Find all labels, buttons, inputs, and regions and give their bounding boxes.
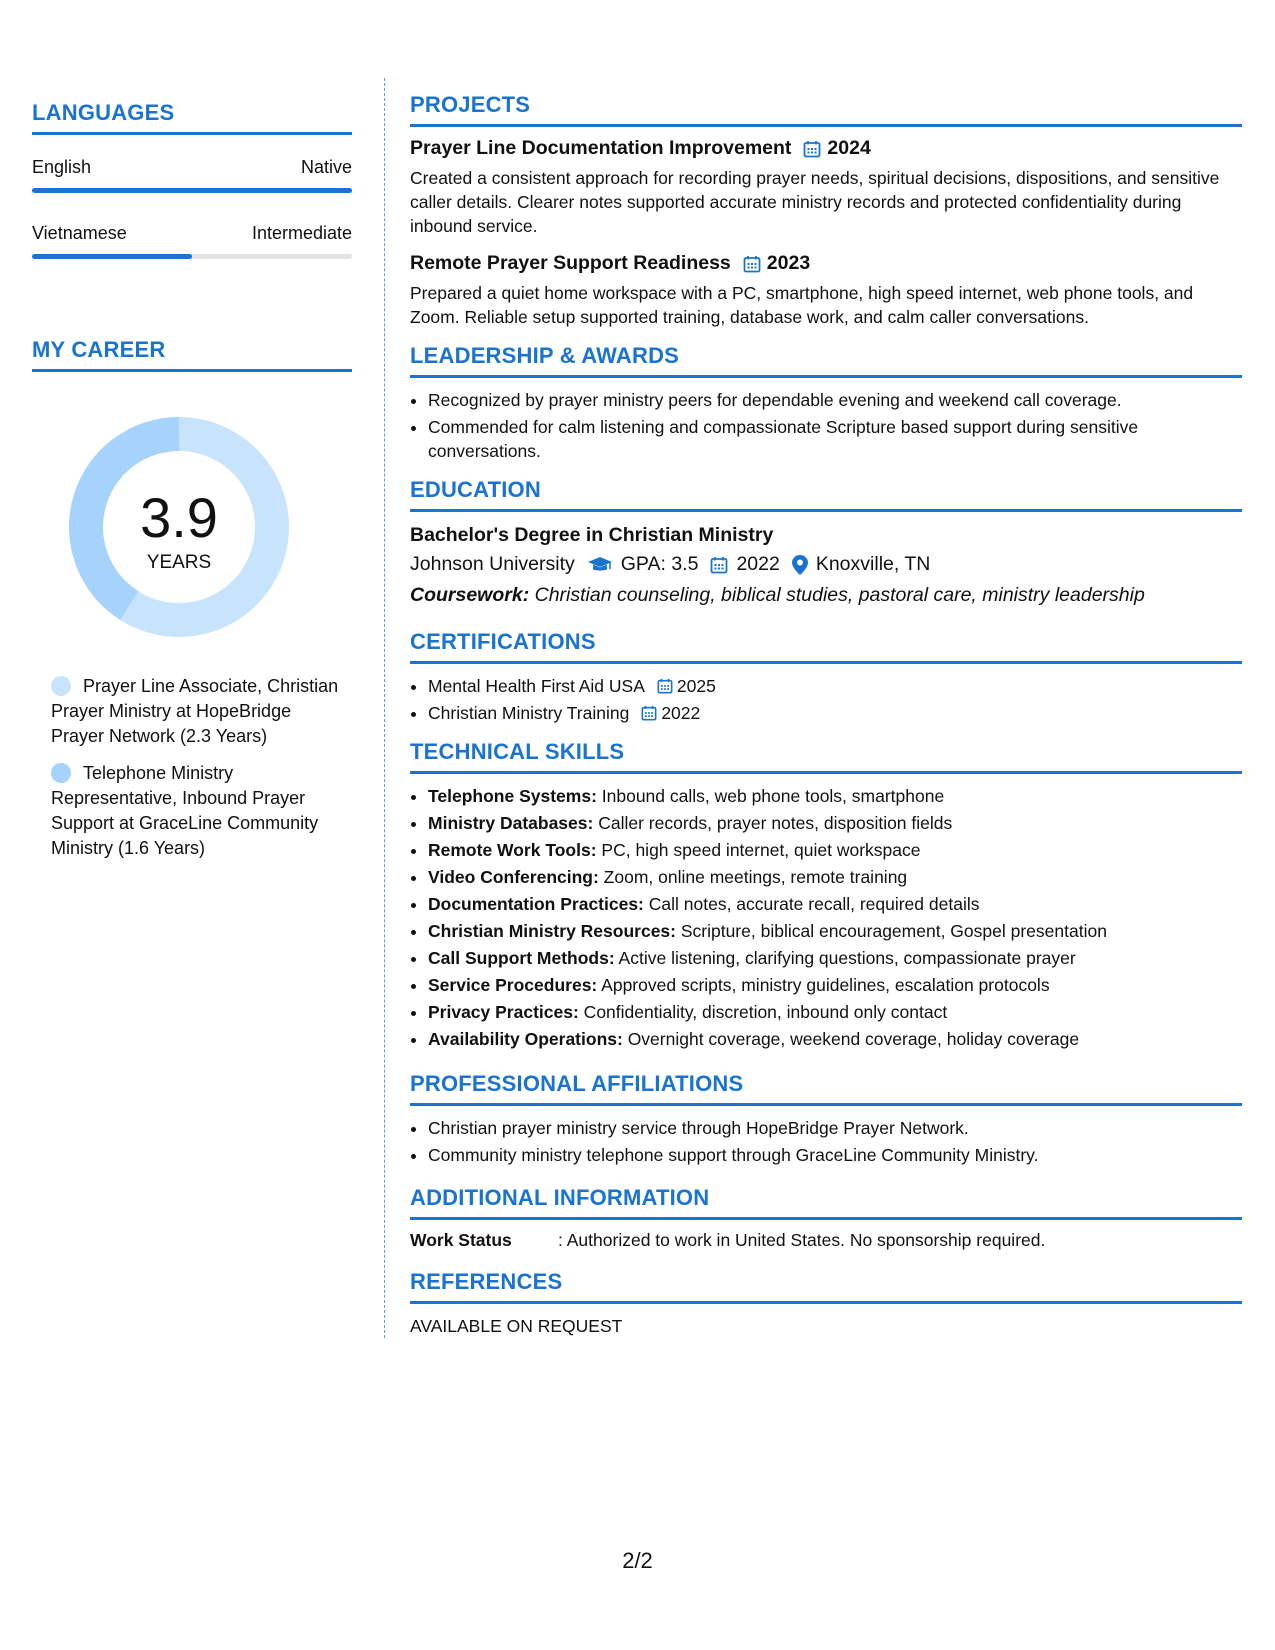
list-item xyxy=(428,838,1242,862)
references-text: AVAILABLE ON REQUEST xyxy=(410,1316,623,1336)
project-description: Created a consistent approach for recording prayer needs, spiritual decisions, dispositions, and sensitive caller details. Clearer notes supported accurate ministry records and protected confidentiality during inbound service. xyxy=(410,168,1220,236)
list-item xyxy=(428,1027,1242,1051)
language-item xyxy=(32,157,352,193)
education-gpa: GPA: 3.5 xyxy=(620,553,699,575)
skill-value: Scripture, biblical encouragement, Gospel presentation xyxy=(675,921,1107,941)
language-bar-fill xyxy=(32,188,352,193)
skill-value: Approved scripts, ministry guidelines, escalation protocols xyxy=(597,975,1050,995)
education-degree: Bachelor's Degree in Christian Ministry xyxy=(410,524,774,546)
education-year: 2022 xyxy=(736,553,780,575)
list-item xyxy=(428,919,1242,943)
career-total: 3.9 xyxy=(140,486,218,549)
calendar-icon xyxy=(803,140,821,158)
leadership-title: LEADERSHIP & AWARDS xyxy=(410,343,1242,378)
project-item xyxy=(410,252,1242,329)
list-item: • Commended for calm listening and compassionate Scripture based support during sensitive conversations. xyxy=(428,415,1242,463)
additional-section xyxy=(410,1185,1242,1251)
language-name: English xyxy=(32,157,92,177)
leadership-section xyxy=(410,343,1242,463)
language-bar xyxy=(32,254,352,259)
skill-value: Overnight coverage, weekend coverage, holiday coverage xyxy=(622,1029,1080,1049)
additional-row xyxy=(410,1230,1242,1251)
skill-key: Video Conferencing: xyxy=(428,867,599,887)
calendar-icon xyxy=(641,705,657,721)
list-item: • Community ministry telephone support through GraceLine Community Ministry. xyxy=(428,1143,1242,1167)
education-section xyxy=(410,477,1242,607)
skills-list xyxy=(410,784,1242,1051)
education-title: EDUCATION xyxy=(410,477,1242,512)
skill-value: Active listening, clarifying questions, compassionate prayer xyxy=(614,948,1076,968)
page-number: 2/2 xyxy=(622,1548,653,1573)
certification-year: 2025 xyxy=(676,676,716,696)
skill-key: Service Procedures: xyxy=(428,975,598,995)
skills-title: TECHNICAL SKILLS xyxy=(410,739,1242,774)
language-level: Native xyxy=(300,157,352,177)
education-coursework xyxy=(410,584,1242,607)
calendar-icon xyxy=(743,255,761,273)
language-item xyxy=(32,223,352,259)
list-item xyxy=(428,811,1242,835)
column-divider xyxy=(384,78,385,1338)
coursework-label: Coursework: xyxy=(410,584,530,606)
skill-value: Caller records, prayer notes, disposition fields xyxy=(593,813,953,833)
location-pin-icon xyxy=(792,555,808,575)
list-item xyxy=(428,784,1242,808)
projects-section xyxy=(410,92,1242,329)
skill-key: Christian Ministry Resources: xyxy=(428,921,676,941)
additional-title: ADDITIONAL INFORMATION xyxy=(410,1185,1242,1220)
career-title: MY CAREER xyxy=(32,337,352,372)
skill-key: Ministry Databases: xyxy=(428,813,594,833)
affiliations-list xyxy=(410,1116,1242,1167)
career-legend-item xyxy=(51,761,341,861)
certification-name: • Mental Health First Aid USA xyxy=(428,676,645,696)
education-school: Johnson University xyxy=(410,553,575,575)
project-name: Prayer Line Documentation Improvement xyxy=(410,137,792,159)
coursework-text: Christian counseling, biblical studies, pastoral care, ministry leadership xyxy=(529,584,1145,606)
list-item xyxy=(428,865,1242,889)
career-legend xyxy=(51,674,341,861)
projects-title: PROJECTS xyxy=(410,92,1242,127)
language-bar xyxy=(32,188,352,193)
project-year: 2024 xyxy=(827,137,871,159)
skill-key: Availability Operations: xyxy=(428,1029,623,1049)
legend-dot xyxy=(51,763,71,783)
additional-key: Work Status xyxy=(410,1230,512,1250)
left-column xyxy=(32,100,352,873)
languages-title: LANGUAGES xyxy=(32,100,352,135)
calendar-icon xyxy=(657,678,673,694)
graduation-cap-icon xyxy=(587,556,613,574)
certifications-section xyxy=(410,629,1242,725)
skill-value: Inbound calls, web phone tools, smartphone xyxy=(596,786,945,806)
skill-key: Documentation Practices: xyxy=(428,894,644,914)
affiliations-section xyxy=(410,1071,1242,1167)
project-description: Prepared a quiet home workspace with a PC, smartphone, high speed internet, web phone tools, and Zoom. Reliable setup supported training, database work, and calm caller conversations. xyxy=(410,283,1194,327)
calendar-icon xyxy=(710,556,728,574)
list-item xyxy=(428,674,1242,698)
leadership-list xyxy=(410,388,1242,463)
project-name: Remote Prayer Support Readiness xyxy=(410,252,731,274)
list-item: • Recognized by prayer ministry peers for dependable evening and weekend call coverage. xyxy=(428,388,1242,412)
career-role-label: Telephone Ministry Representative, Inbound Prayer Support at GraceLine Community Ministry (1.6 Years) xyxy=(51,763,319,858)
skill-key: Telephone Systems: xyxy=(428,786,597,806)
skill-key: Remote Work Tools: xyxy=(428,840,597,860)
legend-dot xyxy=(51,676,71,696)
skill-value: Call notes, accurate recall, required details xyxy=(643,894,980,914)
skill-value: Zoom, online meetings, remote training xyxy=(598,867,908,887)
skill-value: Confidentiality, discretion, inbound only contact xyxy=(578,1002,948,1022)
certifications-title: CERTIFICATIONS xyxy=(410,629,1242,664)
career-donut-chart xyxy=(66,414,292,640)
language-bar-fill xyxy=(32,254,192,259)
additional-value: : Authorized to work in United States. No sponsorship required. xyxy=(558,1230,1046,1250)
affiliations-title: PROFESSIONAL AFFILIATIONS xyxy=(410,1071,1242,1106)
certification-year: 2022 xyxy=(661,703,701,723)
career-unit: YEARS xyxy=(146,552,212,573)
education-location: Knoxville, TN xyxy=(815,553,931,575)
references-section xyxy=(410,1269,1242,1337)
language-name: Vietnamese xyxy=(32,223,127,243)
references-title: REFERENCES xyxy=(410,1269,1242,1304)
list-item: • Christian prayer ministry service through HopeBridge Prayer Network. xyxy=(428,1116,1242,1140)
skill-value: PC, high speed internet, quiet workspace xyxy=(596,840,921,860)
career-legend-item xyxy=(51,674,341,749)
certifications-list xyxy=(410,674,1242,725)
list-item xyxy=(428,973,1242,997)
language-level: Intermediate xyxy=(251,223,352,243)
list-item xyxy=(428,1000,1242,1024)
list-item xyxy=(428,701,1242,725)
skill-key: Privacy Practices: xyxy=(428,1002,579,1022)
skill-key: Call Support Methods: xyxy=(428,948,615,968)
certification-name: • Christian Ministry Training xyxy=(428,703,630,723)
right-column xyxy=(410,92,1242,1351)
career-role-label: Prayer Line Associate, Christian Prayer Ministry at HopeBridge Prayer Network (2.3 Years) xyxy=(51,676,339,746)
list-item xyxy=(428,892,1242,916)
project-item xyxy=(410,137,1242,238)
skills-section xyxy=(410,739,1242,1051)
project-year: 2023 xyxy=(766,252,811,274)
list-item xyxy=(428,946,1242,970)
